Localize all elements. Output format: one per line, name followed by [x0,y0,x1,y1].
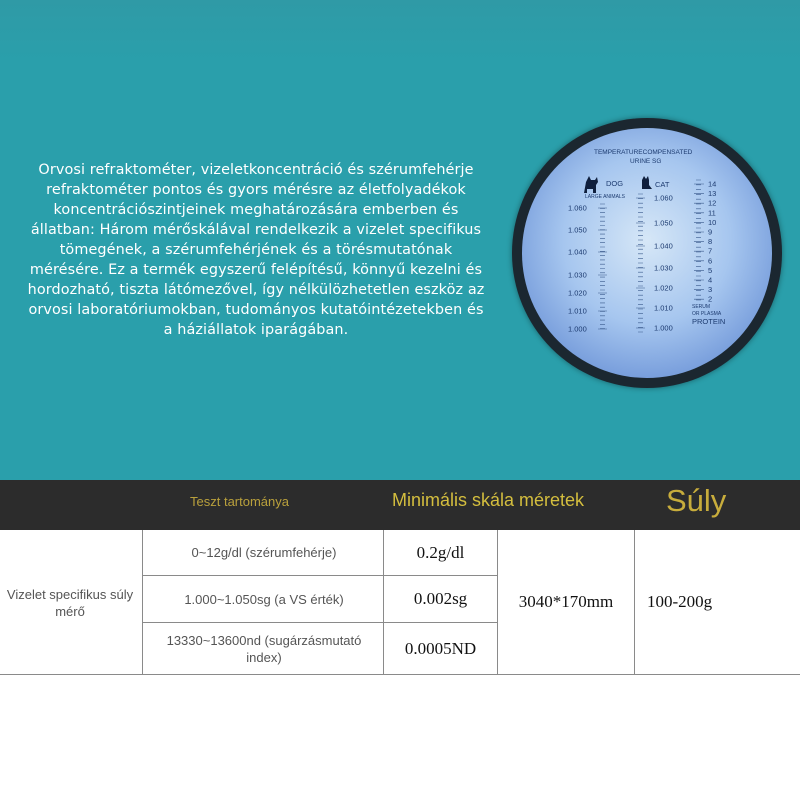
cat-scale-label: 1.010 [654,303,673,313]
min-cell-1: 0.2g/dl [416,542,465,562]
reticle-title: TEMPERATURECOMPENSATED [594,149,693,156]
cat-scale-label: 1.040 [654,241,673,251]
protein-scale-label: 12 [708,198,717,208]
protein-scale-label: 13 [708,189,717,199]
cat-scale-label: 1.050 [654,218,673,228]
dog-scale-label: 1.000 [568,324,587,334]
dog-scale-label: 1.040 [568,247,587,257]
protein-scale-label: 6 [708,256,713,266]
reticle-svg [522,128,772,378]
cat-scale-label: 1.020 [654,283,673,293]
reticle-view [522,128,772,378]
protein-scale [694,180,716,304]
protein-scale-label: 14 [708,179,717,189]
refractometer-eyepiece-image [512,118,782,388]
protein-scale-label: 10 [708,217,717,227]
header-test-range: Teszt tartománya [190,494,289,509]
product-name-cell: Vizelet specifikus súly mérő [6,586,134,619]
protein-scale-label: 9 [708,227,713,237]
cat-scale-label: 1.060 [654,193,673,203]
protein-scale-label: 8 [708,237,713,247]
protein-scale-label: 5 [708,265,713,275]
protein-scale-label: 2 [708,294,713,304]
cat-scale-label: 1.000 [654,323,673,333]
header-weight: Súly [666,483,727,518]
protein-scale-label: 11 [708,208,716,218]
dog-scale-label: 1.010 [568,306,587,316]
protein-label: PROTEIN [692,317,726,326]
min-cell-2: 0.002sg [413,589,468,608]
dog-scale-label: 1.060 [568,203,587,213]
large-animals-label: LARGE ANIMALS [585,194,626,200]
weight-cell: 100-200g [647,592,713,611]
protein-scale-label: 7 [708,246,713,256]
dog-icon [584,176,598,193]
dog-scale-label: 1.050 [568,225,587,235]
dog-label: DOG [606,179,624,188]
range-cell-3: 13330~13600nd (sugárzásmutató index) [166,632,362,665]
dog-scale [568,204,607,334]
cat-label: CAT [655,180,670,189]
serum-label: SERUM [692,304,711,310]
dog-scale-label: 1.020 [568,288,587,298]
range-cell-2: 1.000~1.050sg (a VS érték) [184,591,344,607]
cat-scale-label: 1.030 [654,263,673,273]
cat-icon [642,176,652,189]
reticle-subtitle: URINE SG [630,158,662,165]
size-cell: 3040*170mm [518,592,614,611]
hero-top-band [0,0,800,60]
spec-table [0,530,800,675]
product-description: Orvosi refraktométer, vizeletkoncentráció és szérumfehérje refraktométer pontos és gyors mérésre az életfolyadékok koncentrációszintjeinek meghatározására emberben és állatban: Három mérőskálával rendelkezik a vizelet specifikus tömegének, a szérumfehérjének és a törésmutatónak mérésére. Ez a termék egyszerű felépítésű, könnyű kezelni és hordozható, tiszta látómezővel, így nélkülözhetetlen eszköz az orvosi laboratóriumokban, tudományos kutatóintézetekben és a háziállatok iparágában. [27,162,485,338]
dog-scale-label: 1.030 [568,270,587,280]
cat-scale [636,194,673,333]
min-cell-3: 0.0005ND [404,638,477,658]
header-min-scale: Minimális skála méretek [392,490,585,510]
protein-scale-label: 4 [708,275,713,285]
range-cell-1: 0~12g/dl (szérumfehérje) [191,545,337,560]
protein-scale-label: 3 [708,285,713,295]
plasma-label: OR PLASMA [692,311,722,317]
